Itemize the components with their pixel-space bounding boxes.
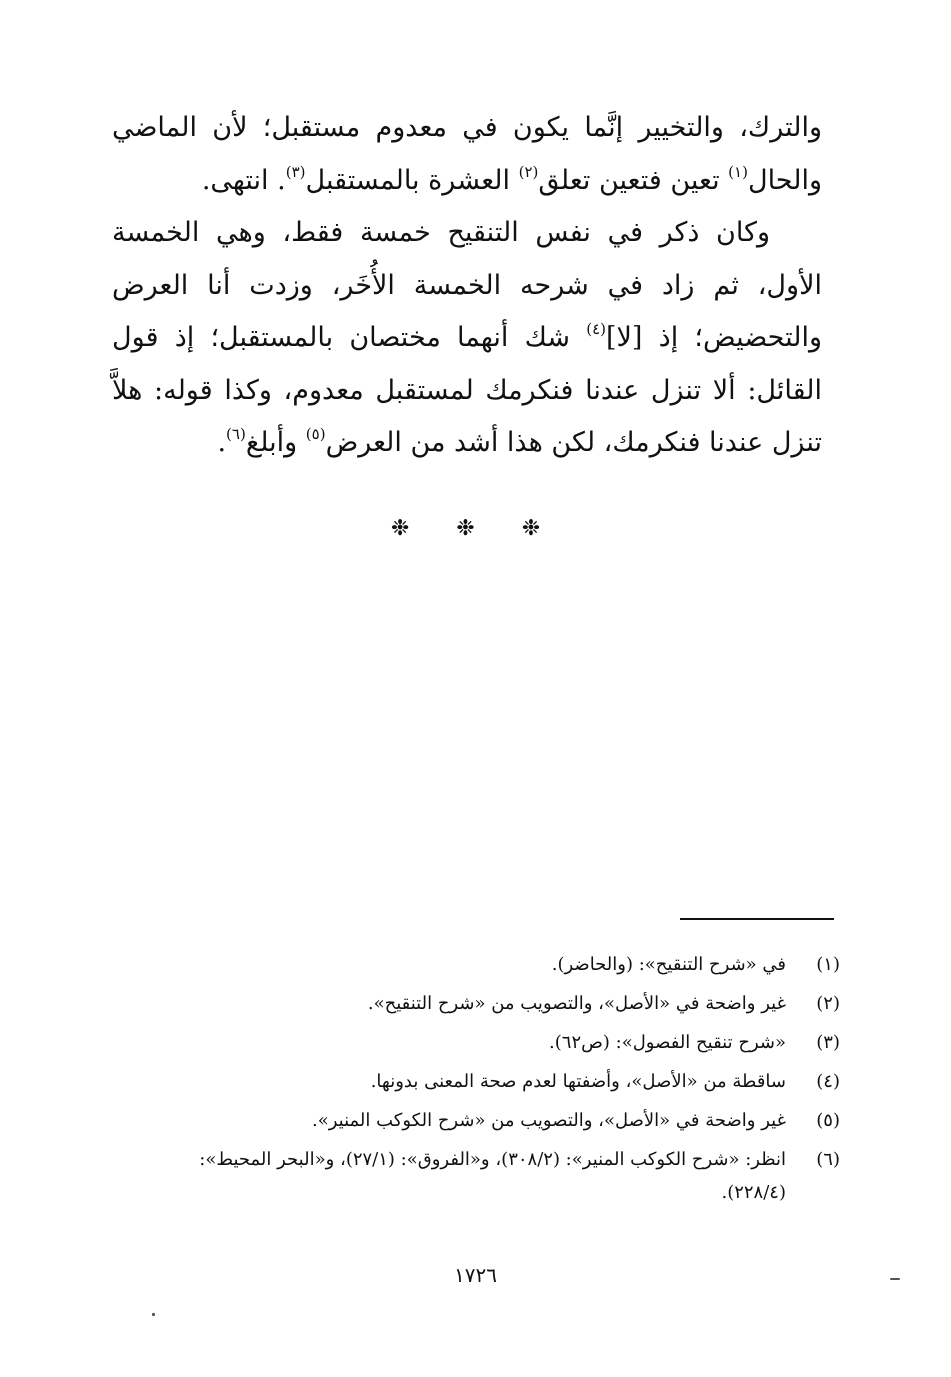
footnote-text: غير واضحة في «الأصل»، والتصويب من «شرح التنقيح». [367, 993, 786, 1014]
footnote-text: ساقطة من «الأصل»، وأضفتها لعدم صحة المعنى بدونها. [370, 1071, 786, 1092]
paragraph-1-text-a: والترك، والتخيير إنَّما يكون في معدوم مستقبل؛ لأن الماضي والحال [112, 112, 822, 196]
footnote-ref-2: (٢) [518, 162, 539, 181]
footnote-text: انظر: «شرح الكوكب المنير»: (٣٠٨/٢)، و«الفروق»: (٢٧/١)، و«البحر المحيط»: (٢٢٨/٤). [199, 1149, 786, 1203]
footnote-number: (١) [816, 954, 840, 975]
footnote-ref-5: (٥) [305, 425, 326, 443]
footnote-item [135, 1062, 840, 1101]
footnote-item [135, 984, 840, 1023]
footnote-number: (٤) [816, 1071, 840, 1092]
paragraph-2-text-a: وكان ذكر في نفس التنقيح خمسة فقط، وهي الخمسة الأول، ثم زاد في شرحه الخمسة الأُخَر، وزدت أنا العرض والتحضيض؛ إذ [لا] [112, 217, 822, 353]
scan-speck [890, 1278, 900, 1280]
paragraph-2 [112, 207, 822, 470]
footnote-text: «شرح تنقيح الفصول»: (ص٦٢). [549, 1032, 786, 1053]
paragraph-2-text-c: وأبلغ [245, 427, 306, 458]
scan-speck [152, 1313, 155, 1316]
paragraph-1-text-b: تعين فتعين تعلق [538, 164, 729, 196]
footnote-text: في «شرح التنقيح»: (والحاضر). [551, 954, 786, 975]
footnote-divider [680, 918, 834, 920]
footnote-number: (٥) [816, 1110, 840, 1131]
page-number: ١٧٢٦ [454, 1263, 497, 1287]
paragraph-1-text-c: العشرة بالمستقبل [305, 164, 519, 196]
footnote-number: (٢) [816, 993, 840, 1014]
footnote-number: (٣) [816, 1032, 840, 1053]
paragraph-1-text-d: . انتهى. [201, 164, 286, 196]
footnote-item [135, 1023, 840, 1062]
footnote-ref-3: (٣) [285, 162, 306, 181]
footnote-number: (٦) [816, 1149, 840, 1170]
footnote-item [135, 1140, 840, 1209]
footnotes-list [135, 945, 840, 1209]
footnote-item [135, 945, 840, 984]
paragraph-2-text-b: شك أنهما مختصان بالمستقبل؛ إذ قول القائل: ألا تنزل عندنا فنكرمك لمستقبل معدوم، وكذا قوله: هلاَّ تنزل عندنا فنكرمك، لكن هذا أشد من العرض [112, 322, 822, 458]
main-text-body [112, 102, 822, 470]
footnote-text: غير واضحة في «الأصل»، والتصويب من «شرح الكوكب المنير». [311, 1110, 786, 1131]
footnote-item [135, 1101, 840, 1140]
paragraph-1 [112, 102, 822, 207]
footnote-ref-6: (٦) [226, 425, 246, 443]
paragraph-2-text-d: . [217, 427, 227, 458]
footnote-ref-4: (٤) [586, 320, 606, 338]
footnote-ref-1: (١) [728, 162, 748, 181]
section-separator: ❉ ❉ ❉ [390, 516, 561, 541]
